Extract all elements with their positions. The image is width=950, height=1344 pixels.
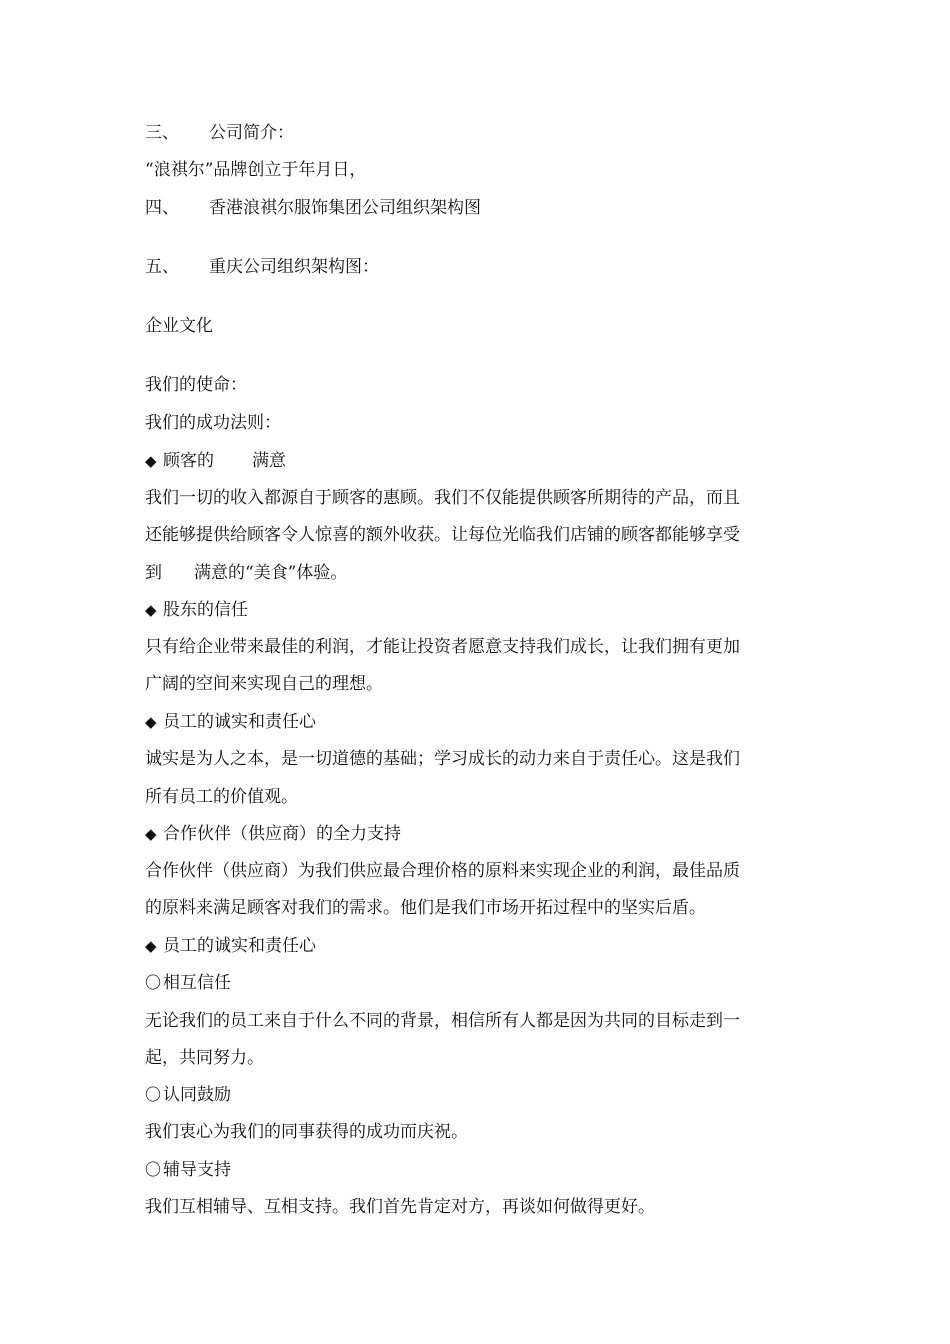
diamond-bullet-icon: ◆: [145, 713, 157, 731]
item3-title: ◆ 员工的诚实和责任心: [145, 712, 316, 732]
sub1-body-line: 无论我们的员工来自于什么不同的背景，相信所有人都是因为共同的目标走到一: [145, 1011, 740, 1031]
section-number: 三、: [145, 123, 179, 143]
sub3-body-line: 我们互相辅导、互相支持。我们首先肯定对方，再谈如何做得更好。: [145, 1197, 655, 1217]
section-title: 香港浪祺尔服饰集团公司组织架构图: [209, 198, 481, 218]
diamond-bullet-icon: ◆: [145, 937, 157, 955]
diamond-bullet-icon: ◆: [145, 452, 157, 470]
circle-bullet-icon: 〇: [145, 973, 162, 992]
item4-body-line: 的原料来满足顾客对我们的需求。他们是我们市场开拓过程中的坚实后盾。: [145, 898, 706, 918]
section-title: 公司简介：: [209, 123, 294, 143]
item1-title: ◆ 顾客的 满意: [145, 451, 286, 471]
diamond-bullet-icon: ◆: [145, 825, 157, 843]
item1-body-line: 到 满意的“美食”体验。: [145, 563, 348, 583]
section-number: 四、: [145, 198, 179, 218]
item3-body-line: 所有员工的价值观。: [145, 787, 298, 807]
section-5-heading: [145, 256, 815, 278]
sub3-title: 〇 辅导支持: [145, 1160, 231, 1180]
item2-title: ◆ 股东的信任: [145, 600, 248, 620]
sub2-body-line: 我们衷心为我们的同事获得的成功而庆祝。: [145, 1122, 468, 1142]
item2-body-line: 只有给企业带来最佳的利润，才能让投资者愿意支持我们成长，让我们拥有更加: [145, 637, 740, 657]
section-number: 五、: [145, 257, 179, 277]
item4-body-line: 合作伙伴（供应商）为我们供应最合理价格的原料来实现企业的利润，最佳品质: [145, 861, 740, 881]
success-rules-line: 我们的成功法则：: [145, 413, 281, 433]
item2-body-line: 广阔的空间来实现自己的理想。: [145, 674, 383, 694]
diamond-bullet-icon: ◆: [145, 601, 157, 619]
sub1-title: 〇 相互信任: [145, 973, 231, 993]
sub1-body-line: 起，共同努力。: [145, 1048, 264, 1068]
brand-intro-line: “浪祺尔”品牌创立于年月日，: [145, 160, 367, 180]
item1-body-line: 我们一切的收入都源自于顾客的惠顾。我们不仅能提供顾客所期待的产品，而且: [145, 488, 740, 508]
section-4-heading: [145, 197, 815, 219]
culture-heading: 企业文化: [145, 316, 213, 336]
section-title: 重庆公司组织架构图：: [209, 257, 379, 277]
circle-bullet-icon: 〇: [145, 1085, 162, 1104]
section-3-heading: [145, 122, 815, 144]
item5-title: ◆ 员工的诚实和责任心: [145, 936, 316, 956]
item1-body-line: 还能够提供给顾客令人惊喜的额外收获。让每位光临我们店铺的顾客都能够享受: [145, 525, 740, 545]
sub2-title: 〇 认同鼓励: [145, 1085, 231, 1105]
mission-line: 我们的使命：: [145, 375, 247, 395]
item4-title: ◆ 合作伙伴（供应商）的全力支持: [145, 824, 401, 844]
circle-bullet-icon: 〇: [145, 1160, 162, 1179]
item3-body-line: 诚实是为人之本，是一切道德的基础；学习成长的动力来自于责任心。这是我们: [145, 749, 740, 769]
